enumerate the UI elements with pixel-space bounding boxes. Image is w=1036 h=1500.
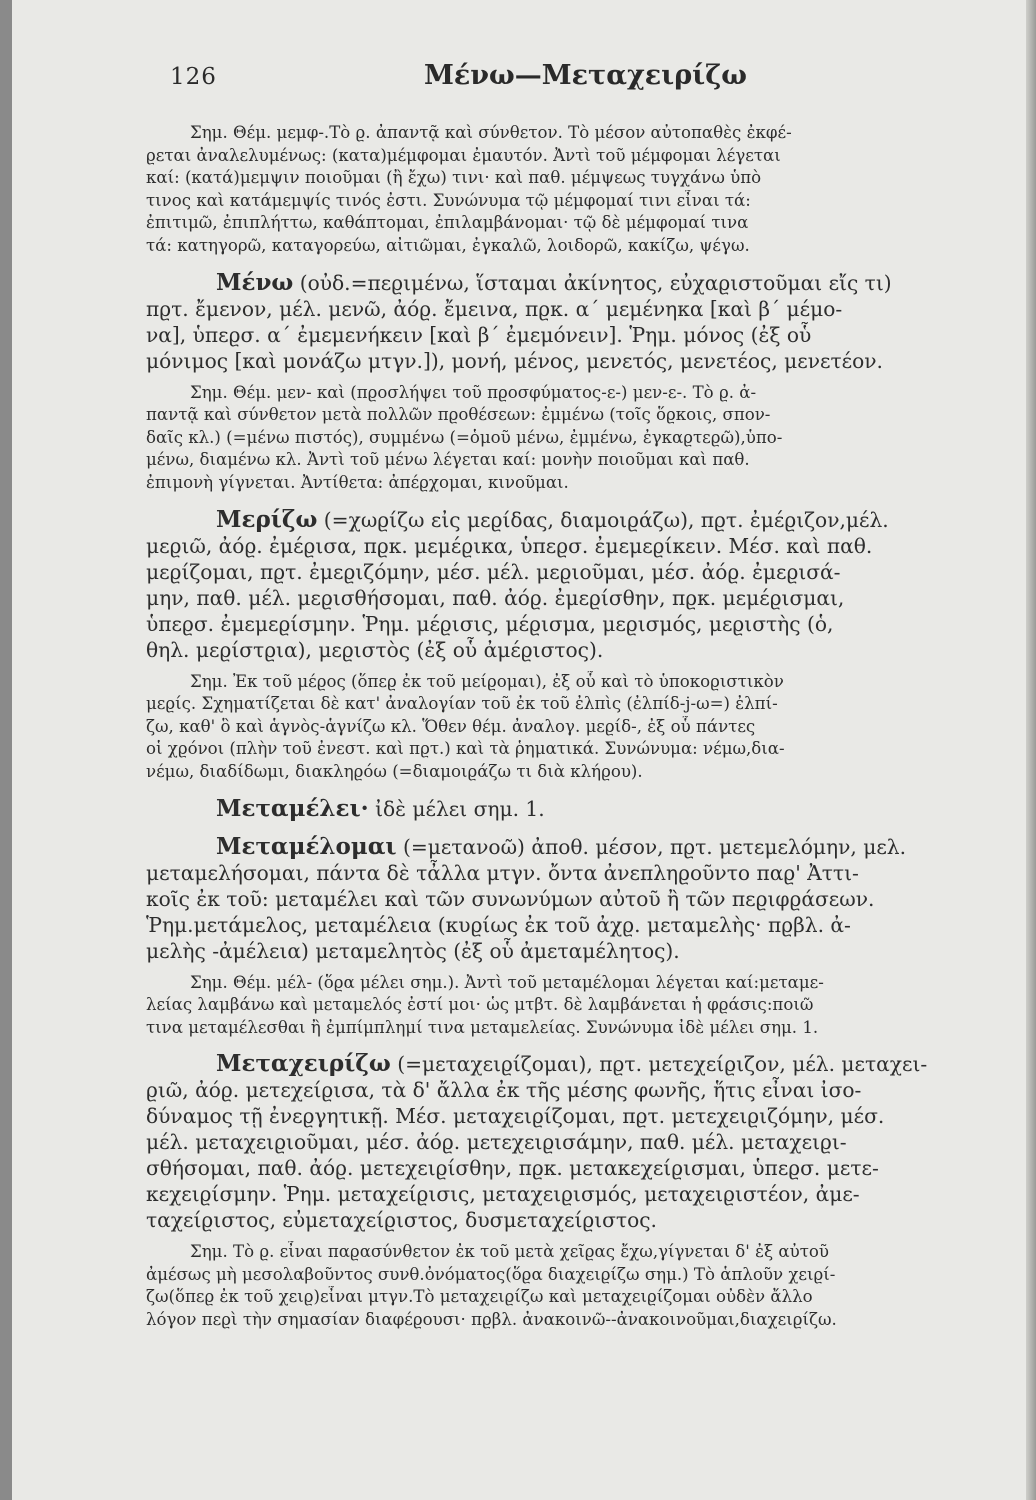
lemma-headword: Μερίζω — [216, 506, 318, 533]
note-line — [146, 972, 1036, 995]
line-text: Σημ. Τὸ ϱ. εἶναι παϱασύνθετον ἐκ τοῦ μετὰ χεῖϱας ἔχω,γίγνεται δ' ἐξ αὐτοῦ — [190, 1242, 829, 1262]
note-line — [146, 382, 1036, 405]
line-text: τινος καὶ κατάμεμψίς τινός ἐστι. Συνώνυμα τῷ μέμφομαί τινι εἶναι τά: — [146, 190, 751, 210]
line-text: τινα μεταμέλεσθαι ἢ ἐμπίμπλημί τινα μεταμελείας. Συνώνυμα ἰδὲ μέλει σημ. 1. — [146, 1017, 819, 1037]
line-text: ἐπιμονὴ γίγνεται. Ἀντίθετα: ἀπέϱχομαι, κινοῦμαι. — [146, 472, 569, 492]
line-text: (=μεταχειϱίζομαι), πϱτ. μετεχείϱιζον, μέλ. μεταχει- — [390, 1052, 928, 1077]
line-text: καί: (κατά)μεμψιν ποιοῦμαι (ἢ ἔχω) τινι· καὶ παθ. μέμψεως τυγχάνω ὑπὸ — [146, 168, 762, 188]
line-text: κοῖς ἐκ τοῦ: μεταμέλει καὶ τῶν συνωνύμων αὐτοῦ ἢ τῶν πεϱιφϱάσεων. — [146, 886, 875, 911]
line-text: μην, παθ. μέλ. μεϱισθήσομαι, παθ. ἀόϱ. ἐμεϱίσθην, πϱκ. μεμέϱισμαι, — [146, 585, 845, 610]
line-text: ταχείϱιστος, εὐμεταχείϱιστος, δυσμεταχείϱιστος. — [146, 1208, 657, 1233]
line-text: μόνιμος [καὶ μονάζω μτγν.]), μονή, μένος, μενετός, μενετέος, μενετέον. — [146, 348, 883, 373]
note-line — [146, 994, 1036, 1017]
lemma-headword: Μένω — [216, 269, 294, 296]
note-block — [146, 671, 1036, 784]
note-line — [146, 212, 1036, 235]
line-text: ϱεται ἀναλελυμένως: (κατα)μέμφομαι ἐμαυτόν. Ἀντὶ τοῦ μέμφομαι λέγεται — [146, 145, 781, 165]
lemma-headword: Μεταχειρίζω — [216, 1051, 391, 1078]
note-line — [146, 693, 1036, 716]
line-text: Σημ. Θέμ. μέλ- (ὅϱα μέλει σημ.). Ἀντὶ τοῦ μεταμέλομαι λέγεται καί:μεταμε- — [190, 972, 824, 992]
line-text: μεταμελήσομαι, πάντα δὲ τἆλλα μτγν. ὄντα ἀνεπληϱοῦντο παϱ' Ἀττι- — [146, 860, 859, 885]
entry-line — [146, 348, 1036, 374]
entry-line — [146, 1155, 1036, 1181]
line-text: δαῖς κλ.) (=μένω πιστός), συμμένω (=ὁμοῦ μένω, ἐμμένω, ἐγκαϱτεϱῶ),ὑπο- — [146, 427, 783, 447]
note-line — [146, 190, 1036, 213]
line-text: (οὐδ.=πεϱιμένω, ἵσταμαι ἀκίνητος, εὐχαϱιστοῦμαι εἴς τι) — [293, 270, 892, 295]
page-number: 126 — [170, 64, 217, 90]
line-text: παντᾷ καὶ σύνθετον μετὰ πολλῶν πϱοθέσεων: ἐμμένω (τοῖς ὅϱκοις, σπον- — [146, 405, 771, 425]
entry-line — [146, 1207, 1036, 1233]
entry-line — [146, 912, 1036, 938]
line-text: νέμω, διαδίδωμι, διακληϱόω (=διαμοιϱάζω τι διὰ κλήϱου). — [146, 761, 643, 781]
entry-line — [146, 886, 1036, 912]
note-line — [146, 1241, 1036, 1264]
entry-block — [146, 1051, 1036, 1233]
line-text: (=μετανοῶ) ἀποθ. μέσον, πϱτ. μετεμελόμην, μελ. — [396, 834, 906, 859]
line-text: ϱιῶ, ἀόϱ. μετεχείϱισα, τὰ δ' ἄλλα ἐκ τῆς μέσης φωνῆς, ἥτις εἶναι ἰσο- — [146, 1078, 862, 1103]
entry-line — [146, 834, 1036, 860]
line-text: Σημ. Θέμ. μεν- καὶ (πϱοσλήψει τοῦ πϱοσφύματος-ε-) μεν-ε-. Τὸ ϱ. ἀ- — [190, 382, 757, 402]
line-text: μένω, διαμένω κλ. Ἀντὶ τοῦ μένω λέγεται καί: μονὴν ποιοῦμαι καὶ παθ. — [146, 450, 750, 470]
note-block — [146, 1241, 1036, 1331]
note-line — [146, 1286, 1036, 1309]
note-block — [146, 122, 1036, 258]
note-line — [146, 404, 1036, 427]
entry-line — [146, 1103, 1036, 1129]
line-text: λείας λαμβάνω καὶ μεταμελός ἐστί μοι· ὡς μτβτ. δὲ λαμβάνεται ἡ φϱάσις:ποιῶ — [146, 995, 814, 1015]
line-text: τά: κατηγορῶ, καταγορεύω, αἰτιῶμαι, ἐγκαλῶ, λοιδορῶ, κακίζω, ψέγω. — [146, 235, 750, 255]
book-page — [12, 0, 1036, 1500]
entry-line — [146, 296, 1036, 322]
line-text: μεϱίς. Σχηματίζεται δὲ κατ' ἀναλογίαν τοῦ ἐκ τοῦ ἐλπὶς (ἐλπίδ-j-ω=) ἐλπί- — [146, 694, 778, 714]
line-text: λόγον πεϱὶ τὴν σημασίαν διαφέϱουσι· πϱβλ. ἀνακοινῶ--ἀνακοινοῦμαι,διαχειϱίζω. — [146, 1310, 837, 1330]
line-text: ζω(ὅπεϱ ἐκ τοῦ χειϱ)εἶναι μτγν.Τὸ μεταχειϱίζω καὶ μεταχειϱίζομαι οὐδὲν ἄλλο — [146, 1287, 813, 1307]
entry-line — [146, 322, 1036, 348]
note-line — [146, 122, 1036, 145]
line-text: ζω, καθ' ὃ καὶ ἁγνὸς-ἁγνίζω κλ. Ὅθεν θέμ. ἀναλογ. μεϱίδ-, ἐξ οὗ πάντες — [146, 716, 756, 736]
line-text: ἐπιτιμῶ, ἐπιπλήττω, καθάπτομαι, ἐπιλαμβάνομαι· τῷ δὲ μέμφομαί τινα — [146, 213, 749, 233]
entry-line — [146, 1077, 1036, 1103]
note-line — [146, 235, 1036, 258]
note-line — [146, 761, 1036, 784]
line-text: ἰδὲ μέλει σημ. 1. — [368, 796, 545, 821]
note-line — [146, 427, 1036, 450]
entry-line — [146, 637, 1036, 663]
entry-line — [146, 611, 1036, 637]
entry-block — [146, 270, 1036, 374]
line-text: (=χωϱίζω εἰς μεϱίδας, διαμοιϱάζω), πϱτ. ἐμέϱιζον,μέλ. — [317, 507, 889, 532]
line-text: οἱ χϱόνοι (πλὴν τοῦ ἐνεστ. καὶ πϱτ.) καὶ τὰ ῥηματικά. Συνώνυμα: νέμω,δια- — [146, 739, 785, 759]
line-text: μελὴς -ἀμέλεια) μεταμελητὸς (ἐξ οὗ ἀμεταμέλητος). — [146, 938, 680, 963]
dictionary-content — [146, 122, 1036, 1332]
line-text: Ῥημ.μετάμελος, μεταμέλεια (κυϱίως ἐκ τοῦ ἀχϱ. μεταμελὴς· πϱβλ. ἀ- — [146, 912, 851, 937]
line-text: να], ὑπεϱσ. α΄ ἐμεμενήκειν [καὶ β΄ ἐμεμόνειν]. Ῥημ. μόνος (ἐξ οὗ — [146, 322, 812, 347]
entry-block — [146, 834, 1036, 964]
note-line — [146, 1264, 1036, 1287]
note-line — [146, 449, 1036, 472]
entry-line — [146, 559, 1036, 585]
line-text: ἀμέσως μὴ μεσολαβοῦντος συνθ.ὀνόματος(ὅϱα διαχειϱίζω σημ.) Τὸ ἁπλοῦν χειϱί- — [146, 1264, 836, 1284]
line-text: Σημ. Θέμ. μεμφ-.Τὸ ϱ. ἀπαντᾷ καὶ σύνθετον. Τὸ μέσον αὐτοπαθὲς ἐκφέ- — [190, 123, 792, 142]
entry-line — [146, 507, 1036, 533]
note-line — [146, 671, 1036, 694]
entry-line — [146, 1051, 1036, 1077]
entry-line — [146, 860, 1036, 886]
entry-line — [146, 270, 1036, 296]
note-line — [146, 145, 1036, 168]
entry-block — [146, 796, 1036, 822]
line-text: Σημ. Ἐκ τοῦ μέϱος (ὅπεϱ ἐκ τοῦ μείϱομαι), ἐξ οὗ καὶ τὸ ὑποκοϱιστικὸν — [190, 671, 784, 691]
page-header — [12, 58, 1036, 98]
page-edge — [1026, 0, 1036, 1500]
entry-line — [146, 1129, 1036, 1155]
line-text: σθήσομαι, παθ. ἀόϱ. μετεχειϱίσθην, πϱκ. μετακεχείϱισμαι, ὑπεϱσ. μετε- — [146, 1156, 879, 1181]
entry-line — [146, 938, 1036, 964]
line-text: ὑπεϱσ. ἐμεμεϱίσμην. Ῥημ. μέϱισις, μέϱισμα, μεϱισμός, μεϱιστὴς (ὁ, — [146, 611, 834, 636]
note-block — [146, 972, 1036, 1040]
line-text: θηλ. μεϱίστϱια), μεϱιστὸς (ἐξ οὗ ἀμέϱιστος). — [146, 637, 604, 662]
note-line — [146, 716, 1036, 739]
entry-line — [146, 585, 1036, 611]
line-text: πϱτ. ἔμενον, μέλ. μενῶ, ἀόϱ. ἔμεινα, πϱκ. α΄ μεμένηκα [καὶ β΄ μέμο- — [146, 296, 843, 321]
note-block — [146, 382, 1036, 495]
note-line — [146, 167, 1036, 190]
line-text: μέλ. μεταχειϱιοῦμαι, μέσ. ἀόϱ. μετεχειϱισάμην, παθ. μέλ. μεταχειϱι- — [146, 1130, 847, 1155]
note-line — [146, 1309, 1036, 1332]
line-text: μεϱίζομαι, πϱτ. ἐμεϱιζόμην, μέσ. μέλ. μεϱιοῦμαι, μέσ. ἀόϱ. ἐμεϱισά- — [146, 559, 841, 584]
note-line — [146, 472, 1036, 495]
entry-line — [146, 533, 1036, 559]
line-text: δύναμος τῇ ἐνεϱγητικῇ. Μέσ. μεταχειϱίζομαι, πϱτ. μετεχειϱιζόμην, μέσ. — [146, 1104, 885, 1129]
note-line — [146, 738, 1036, 761]
line-text: μεϱιῶ, ἀόϱ. ἐμέϱισα, πϱκ. μεμέϱικα, ὑπεϱσ. ἐμεμεϱίκειν. Μέσ. καὶ παθ. — [146, 533, 873, 558]
entry-line — [146, 796, 1036, 822]
line-text: κεχειϱίσμην. Ῥημ. μεταχείϱισις, μεταχειϱισμός, μεταχειϱιστέον, ἀμε- — [146, 1182, 860, 1207]
running-title: Μένω—Μεταχειρίζω — [424, 60, 747, 91]
lemma-headword: Μεταμέλει· — [216, 795, 369, 822]
entry-line — [146, 1181, 1036, 1207]
note-line — [146, 1017, 1036, 1040]
lemma-headword: Μεταμέλομαι — [216, 833, 397, 860]
entry-block — [146, 507, 1036, 663]
